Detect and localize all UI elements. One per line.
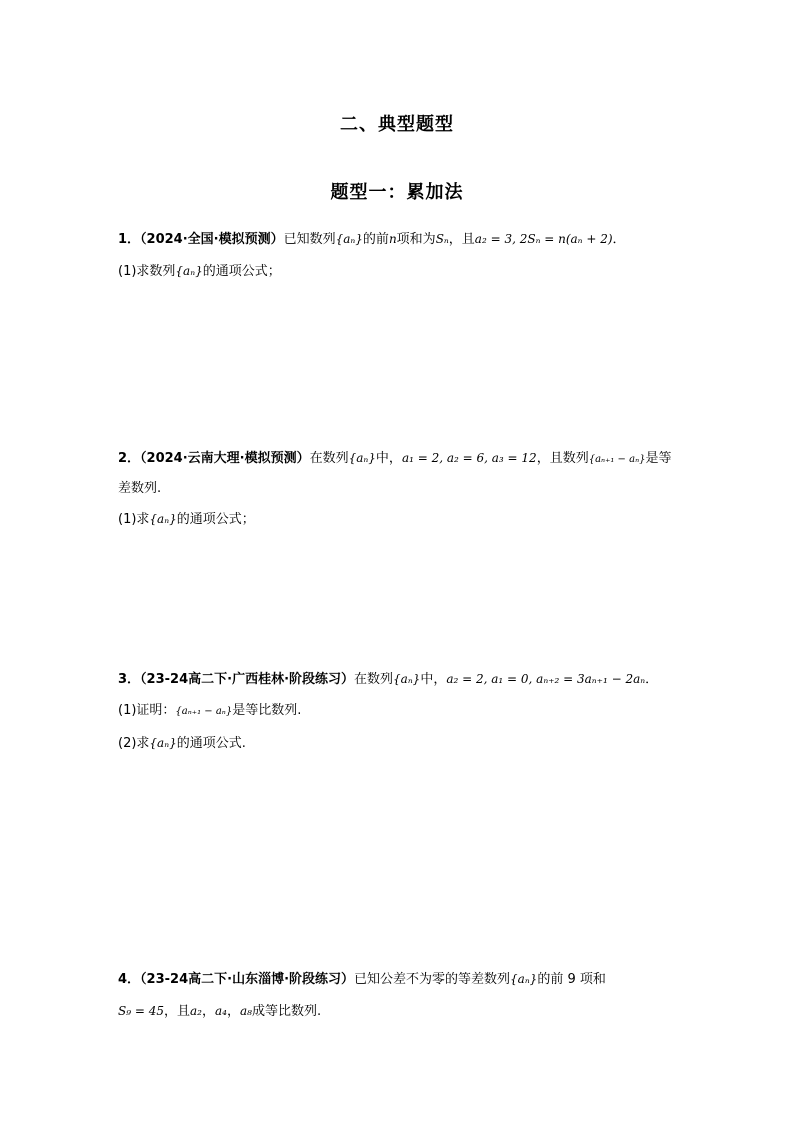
question-2-source: （2024·云南大理·模拟预测）	[140, 451, 310, 466]
part-text: 的通项公式；	[176, 512, 255, 527]
question-3-part-2-sequence: {aₙ}	[149, 736, 177, 750]
question-4-term-a8: a₈	[239, 1004, 252, 1018]
question-2-part-1	[118, 510, 255, 529]
question-1-n: n	[388, 232, 397, 246]
question-2-number: 2．	[118, 451, 141, 466]
part-label: (1)求数列	[118, 264, 176, 279]
separator: ，	[226, 1004, 240, 1019]
part-text: 的通项公式.	[176, 736, 246, 751]
question-3-text: 在数列	[354, 672, 394, 687]
question-1-text: 已知数列	[283, 232, 336, 247]
question-2-text: ，且数列	[536, 451, 589, 466]
question-4-text: 已知公差不为零的等差数列	[354, 972, 511, 987]
question-1-part-1-sequence: {aₙ}	[175, 264, 203, 278]
question-1-sequence: {aₙ}	[335, 232, 363, 246]
question-1-sum: Sₙ	[435, 232, 449, 246]
part-text: 的通项公式；	[202, 264, 281, 279]
question-type-title: 题型一：累加法	[330, 182, 464, 203]
question-3-number: 3．	[118, 672, 141, 687]
question-3-part-1-sequence: {aₙ₊₁ − aₙ}	[175, 706, 233, 717]
question-3-part-1	[118, 702, 301, 721]
question-1-stem	[118, 230, 626, 249]
question-2-difference-sequence: {aₙ₊₁ − aₙ}	[588, 454, 646, 465]
question-3-text: 中，	[420, 672, 447, 687]
question-4-number: 4．	[118, 972, 141, 987]
question-4-sum: S₉ = 45	[118, 1004, 164, 1018]
question-1-condition: a₂ = 3, 2Sₙ = n(aₙ + 2)	[474, 232, 613, 246]
question-2-part-1-sequence: {aₙ}	[149, 512, 177, 526]
question-3-text: ．	[645, 672, 659, 687]
question-4-term-a4: a₄	[214, 1004, 227, 1018]
question-2-text: 是等	[645, 451, 672, 466]
question-1-part-1	[118, 262, 281, 281]
question-2-condition: a₁ = 2, a₂ = 6, a₃ = 12	[401, 451, 537, 465]
question-3-source: （23-24高二下·广西桂林·阶段练习）	[140, 672, 355, 687]
question-2-stem-continued: 差数列.	[118, 481, 162, 496]
question-3-condition: a₂ = 2, a₁ = 0, aₙ₊₂ = 3aₙ₊₁ − 2aₙ	[446, 672, 646, 686]
question-1-number: 1．	[118, 232, 141, 247]
question-1-text: 的前	[362, 232, 389, 247]
question-4-term-a2: a₂	[190, 1004, 202, 1018]
question-3-stem	[118, 670, 658, 689]
question-3-sequence: {aₙ}	[393, 672, 421, 686]
part-label: (1)证明：	[118, 703, 176, 718]
question-4-stem-continued	[118, 1002, 321, 1021]
part-text: 是等比数列.	[232, 703, 302, 718]
question-2-stem	[118, 449, 672, 469]
question-1-source: （2024·全国·模拟预测）	[140, 232, 284, 247]
question-2-text: 在数列	[309, 451, 349, 466]
separator: ，	[201, 1004, 215, 1019]
question-4-stem	[118, 970, 606, 989]
question-2-text: 中，	[375, 451, 402, 466]
question-4-text: ，且	[163, 1004, 190, 1019]
section-title: 二、典型题型	[340, 114, 454, 135]
question-1-text: ．	[612, 232, 626, 247]
part-label: (1)求	[118, 512, 150, 527]
question-2-sequence: {aₙ}	[348, 451, 376, 465]
question-3-part-2	[118, 734, 246, 753]
question-1-text: ，且	[448, 232, 475, 247]
question-4-sequence: {aₙ}	[510, 972, 538, 986]
question-1-text: 项和为	[396, 232, 436, 247]
question-4-text: 的前 9 项和	[537, 972, 606, 987]
question-4-text: 成等比数列.	[251, 1004, 322, 1019]
part-label: (2)求	[118, 736, 150, 751]
question-4-source: （23-24高二下·山东淄博·阶段练习）	[140, 972, 355, 987]
